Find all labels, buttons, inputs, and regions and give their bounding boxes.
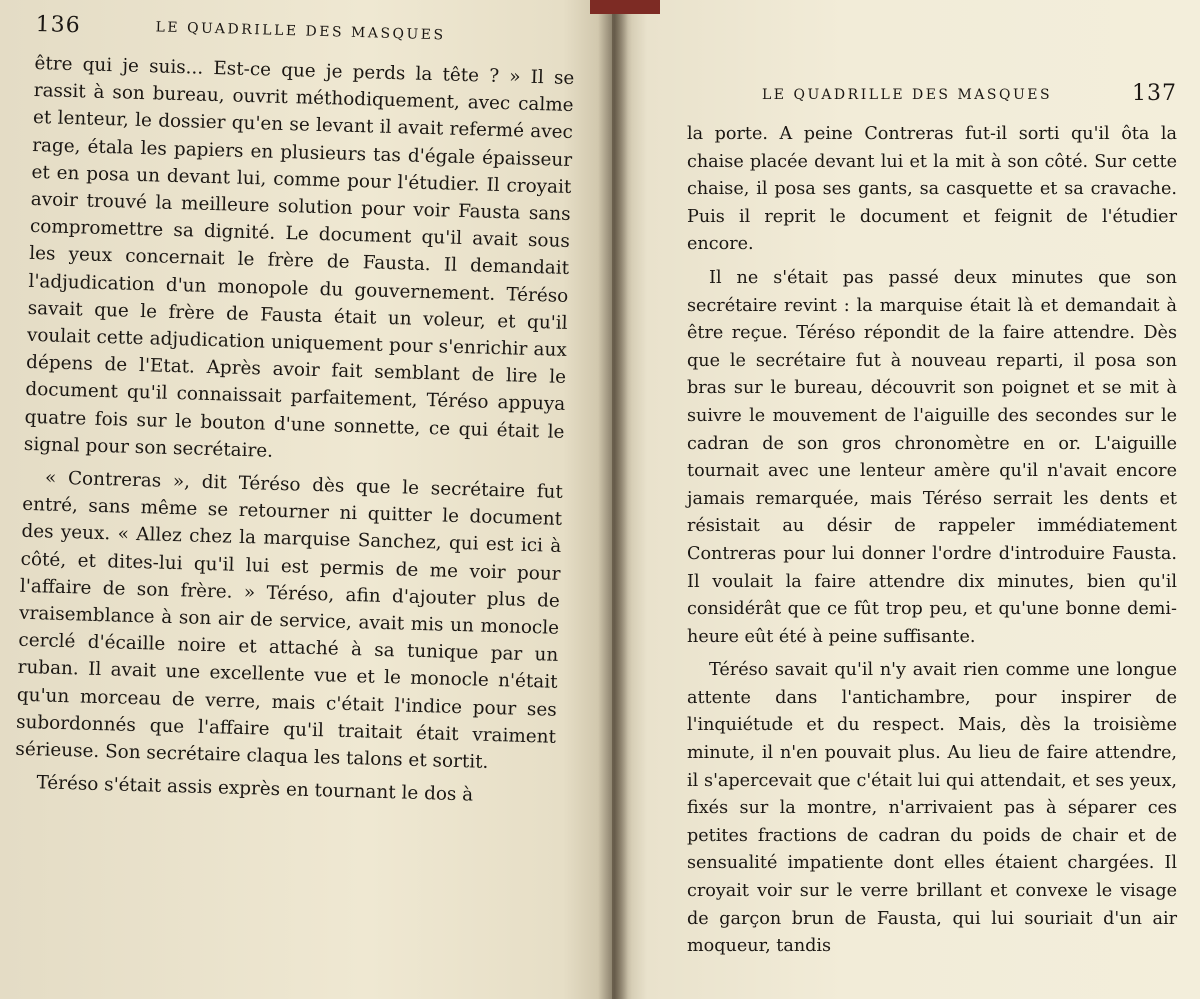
left-paragraph-3: Téréso s'était assis exprès en tournant le dos à	[36, 772, 474, 806]
left-page-content	[14, 12, 576, 811]
right-page	[612, 0, 1200, 999]
right-running-title: LE QUADRILLE DES MASQUES	[762, 87, 1053, 103]
left-body-text	[14, 50, 575, 811]
right-paragraph-2: Il ne s'était pas passé deux minutes que son secrétaire revint : la marquise était là et demandait à être reçue. Téréso répondit de la faire attendre. Dès que le secrétaire fut à nouveau reparti, il posa son bras sur le bureau, découvrit son poignet et se mit à suivre le mouvement de l'aiguille des secondes sur le cadran de son gros chronomètre en or. L'aiguille tournait avec une lenteur amère qu'il n'avait encore jamais remarquée, mais Téréso serrait les dents et résistait au désir de rappeler immédiatement Contreras pour lui donner l'ordre d'introduire Fausta. Il voulait la faire attendre dix minutes, bien qu'il considérât que ce fût trop peu, et qu'une bonne demi-heure eût été à peine suffisante.	[687, 267, 1177, 647]
right-page-content	[687, 83, 1177, 961]
right-page-number: 137	[1132, 81, 1177, 106]
right-running-head	[687, 83, 1177, 121]
left-paragraph-2: « Contreras », dit Téréso dès que le secrétaire fut entré, sans même se retourner ni quitter le document des yeux. « Allez chez la marquise Sanchez, qui est ici à côté, et dites-lui qu'il lui est permis de me voir pour l'affaire de son frère. » Téréso, afin d'ajouter plus de vraisemblance à son air de service, avait mis un monocle cerclé d'écaille noire et attaché à sa tunique par un ruban. Il avait une excellente vue et le monocle n'était qu'un morceau de verre, mais c'était l'indice pour ses subordonnés que l'affaire qu'il traitait était vraiment sérieuse. Son secrétaire claqua les talons et sortit.	[15, 467, 564, 773]
cover-edge	[590, 0, 660, 14]
right-paragraph-1: la porte. A peine Contreras fut-il sorti qu'il ôta la chaise placée devant lui et la mit à son côté. Sur cette chaise, il posa ses gants, sa casquette et sa cravache. Puis il reprit le document et feignit de l'étudier encore.	[687, 124, 1177, 255]
left-running-title: LE QUADRILLE DES MASQUES	[155, 19, 446, 44]
left-paragraph-1: être qui je suis... Est-ce que je perds la tête ? » Il se rassit à son bureau, ouvrit méthodiquement, avec calme et lenteur, le dossier qu'en se levant il avait refermé avec rage, étala les papiers en plusieurs tas d'égale épaisseur et en posa un devant lui, comme pour l'étudier. Il croyait avoir trouvé la meilleure solution pour voir Fausta sans compromettre sa dignité. Le document qu'il avait sous les yeux concernait le frère de Fausta. Il demandait l'adjudication d'un monopole du gouvernement. Téréso savait que le frère de Fausta était un voleur, et qu'il voulait cette adjudication uniquement pour s'enrichir aux dépens de l'Etat. Après avoir fait semblant de lire le document qu'il connaissait parfaitement, Téréso appuya quatre fois sur le bouton d'une sonnette, ce qui était le signal pour son secrétaire.	[23, 52, 575, 462]
book-gutter	[598, 0, 628, 999]
right-body-text	[687, 121, 1177, 961]
right-paragraph-3: Téréso savait qu'il n'y avait rien comme une longue attente dans l'antichambre, pour inspirer de l'inquiétude et du respect. Mais, dès la troisième minute, il n'en pouvait plus. Au lieu de faire attendre, il s'apercevait que c'était lui qui attendait, et ses yeux, fixés sur la montre, n'arrivaient pas à séparer ces petites fractions de cadran du poids de chair et de sensualité impatiente dont elles étaient chargées. Il croyait voir sur le verre brillant et convexe le visage de garçon brun de Fausta, qui lui souriait d'un air moqueur, tandis	[687, 660, 1177, 957]
left-page-number: 136	[35, 12, 81, 39]
